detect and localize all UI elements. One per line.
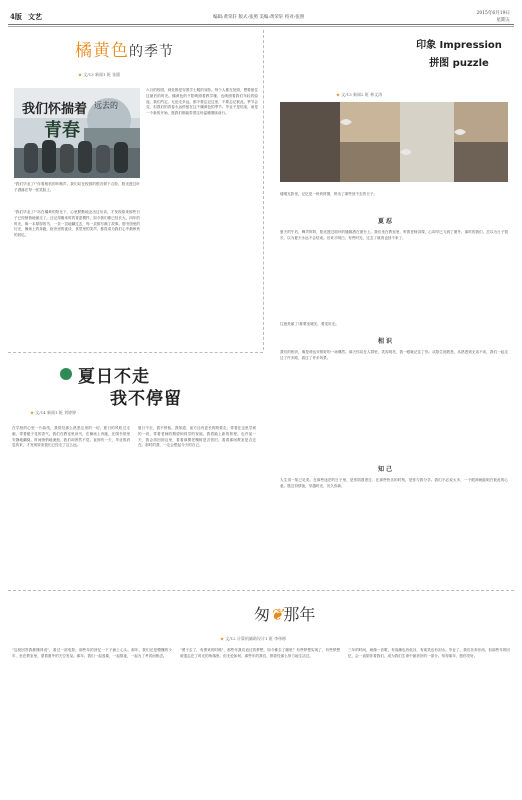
section-title-summer: 夏忍: [378, 218, 395, 225]
article-byline: [78, 72, 120, 78]
title-icon: [60, 368, 72, 380]
article-column-3: 三年的时间，就像一首歌，有高潮也有低谷，有欢笑也有泪水。毕业了，我们各奔东西，但那些年的回忆，会一直陪伴着我们，成为我们生命中最美好的一部分。匆匆那年，愿你安好。: [348, 648, 510, 658]
section-body-meet: 我们的相识，像是命运安排好的一场偶然。那天你站在人群里，笑容明亮，我一眼就记住了你。从陌生到熟悉，从熟悉到无话不谈，我们一起走过了许多路，看过了许多风景。: [280, 350, 508, 360]
section-body-summer: 夏天的午后，蝉声阵阵，阳光透过树叶的缝隙洒在窗台上。我们坐在教室里，听着老师讲课，心却早已飞到了窗外。那时的我们，总以为日子很长，以为夏天永远不会结束。后来才明白，有些时光，过去了就再也回不来了。: [280, 230, 508, 240]
puzzle-photo: [280, 102, 508, 182]
photo-illustration: [280, 102, 508, 182]
article-intro: 缕缕光影里，记忆是一块块拼图，拼出了那些回不去的日子。: [280, 192, 378, 196]
section-end-summer: 往意美丽了!都要变暖光，要变好光。: [280, 322, 339, 326]
photo-caption-1: 我们怀揣着: [22, 102, 88, 117]
article-byline: [30, 410, 76, 416]
article-byline: [220, 636, 286, 642]
article-orange-season: [8, 30, 260, 350]
title-line2: 拼图 puzzle: [429, 58, 489, 69]
title-flourish: ❦: [270, 605, 284, 624]
title-line1: 夏日不走: [78, 367, 150, 387]
byline-text: 文/12 计算机辅助设计1 班 李伟彬: [225, 636, 287, 641]
article-title: [254, 602, 315, 625]
photo-caption-2: 青春: [44, 120, 80, 141]
title-part2: 那年: [283, 605, 316, 624]
article-body-left: 在学校的心里一片曲线，我曾经那么熟悉这里的一切。夏日的风吹过走廊，带着栀子花的香气。我们在教室里读书，在操场上奔跑，在图书馆里安静地翻阅。时间悄悄地流逝，我们却浑然不觉。直到有一天，毕业的消息传来，才发现原来我们已经走了这么远。: [12, 426, 130, 448]
title-part1: 橘黄色: [75, 41, 129, 61]
page-label: 4版: [10, 12, 22, 21]
article-those-years: [8, 592, 514, 794]
article-body-right: 六月的校园，到处都是穿着学士服的身影。每个人都在拍照，想要留住这最后的时光。橘黄色的夕阳映照着教学楼，也映照着我们年轻的脸庞。我们约定，无论走多远，都不要忘记这里，不要忘记彼此。季节会变，但我们的青春永远停留在这个橘黄色的季节。毕业不是结束，而是一个新的开始，愿我们都能带着这份温暖继续前行。: [146, 88, 258, 116]
article-impression-puzzle: [266, 30, 514, 590]
article-summer-not-leave: [8, 354, 263, 586]
star-icon: ★: [336, 92, 340, 97]
title-line1: 印象 Impression: [416, 40, 502, 51]
editor-credits: 编辑:黄荣轩 版式:张照 美编:黄荣轩 校对:张照: [213, 15, 305, 20]
section-title-meet: 相识: [378, 338, 395, 345]
issue-date: 2015年6月19日: [476, 11, 510, 16]
article-title: [75, 36, 174, 61]
section-title-friend: 知己: [378, 466, 395, 473]
row-divider: [8, 352, 263, 353]
title-part2: 的季节: [129, 44, 174, 60]
article-body-right: 夏日不走，我不停留。我知道，前方还有更长的路要走。带着在这里学到的一切，带着老师的期望和同学的祝福，我将踏上新的旅程。也许某一天，我会再回到这里，看看那棵老槐树是否依旧，看看那间教室是否还在。那时的我，一定会想起今天的自己。: [138, 426, 256, 448]
byline-text: 文/13 新闻2 班 林文涛: [341, 92, 383, 97]
graduation-photo: [14, 88, 140, 178]
article-title: [406, 36, 512, 69]
article-column-1: "这段回答我都懂得说"，看过一部电影，那些年的回忆一下子涌上心头。那年，我们还是懵懂的少年，坐在教室里，望着窗外的天空发呆。那年，我们一起逃课，一起熬夜，一起为了考试而焦虑。: [12, 648, 172, 658]
article-byline: [336, 92, 382, 98]
title-line2: 我不停留: [110, 389, 182, 409]
photo-note: "我们毕业了!"伴着相机的咔嚓声，我们站在校园的银杏树下合影，阳光透过叶子洒落在每一张笑脸上。: [14, 182, 140, 192]
byline-text: 文/14 新闻1 班 刘婷婷: [35, 410, 77, 415]
header-rule: [8, 24, 514, 25]
star-icon: ★: [78, 72, 82, 77]
article-body-left: "我们毕业了!"站在橘黄的阳光下，心里默默地念出这句话，才发现原来那些日子已经悄悄地溜走了。还记得刚来时的青涩模样，如今我们都已经长大。四年的时光，像一本厚厚的书，一页一页地翻过去，每一页都写满了故事。图书馆里的灯光，操场上的奔跑，宿舍里的夜谈，食堂里的笑声，都将成为我们心中最珍贵的回忆。: [14, 210, 140, 238]
column-divider: [263, 30, 264, 350]
byline-text: 文/13 新闻1 班 张圆: [83, 72, 121, 77]
title-part1: 匆: [254, 605, 271, 624]
header-rule-2: [8, 26, 514, 27]
issue-weekday: 星期五: [496, 18, 510, 23]
star-icon: ★: [220, 636, 224, 641]
star-icon: ★: [30, 410, 34, 415]
section-body-friend: 人生得一知己足矣。在那些迷茫的日子里，是你陪我度过；在那些快乐的时刻，是你与我分享。我们不必说太多，一个眼神就能明白彼此的心意。愿这份情谊，穿越时光，历久弥新。: [280, 478, 508, 488]
section-name: 文艺: [28, 12, 42, 21]
section-divider: [8, 590, 514, 591]
photo-caption-3: 远去的: [94, 101, 118, 110]
article-column-2: "勇于去了，有勇来的时候"，那些年我们追过的梦想，如今都去了哪里？有些梦想实现了，有些梦想被遗忘在了时光的角落里。但无论如何，那些年的我们，都曾经那么努力地生活过。: [180, 648, 340, 658]
